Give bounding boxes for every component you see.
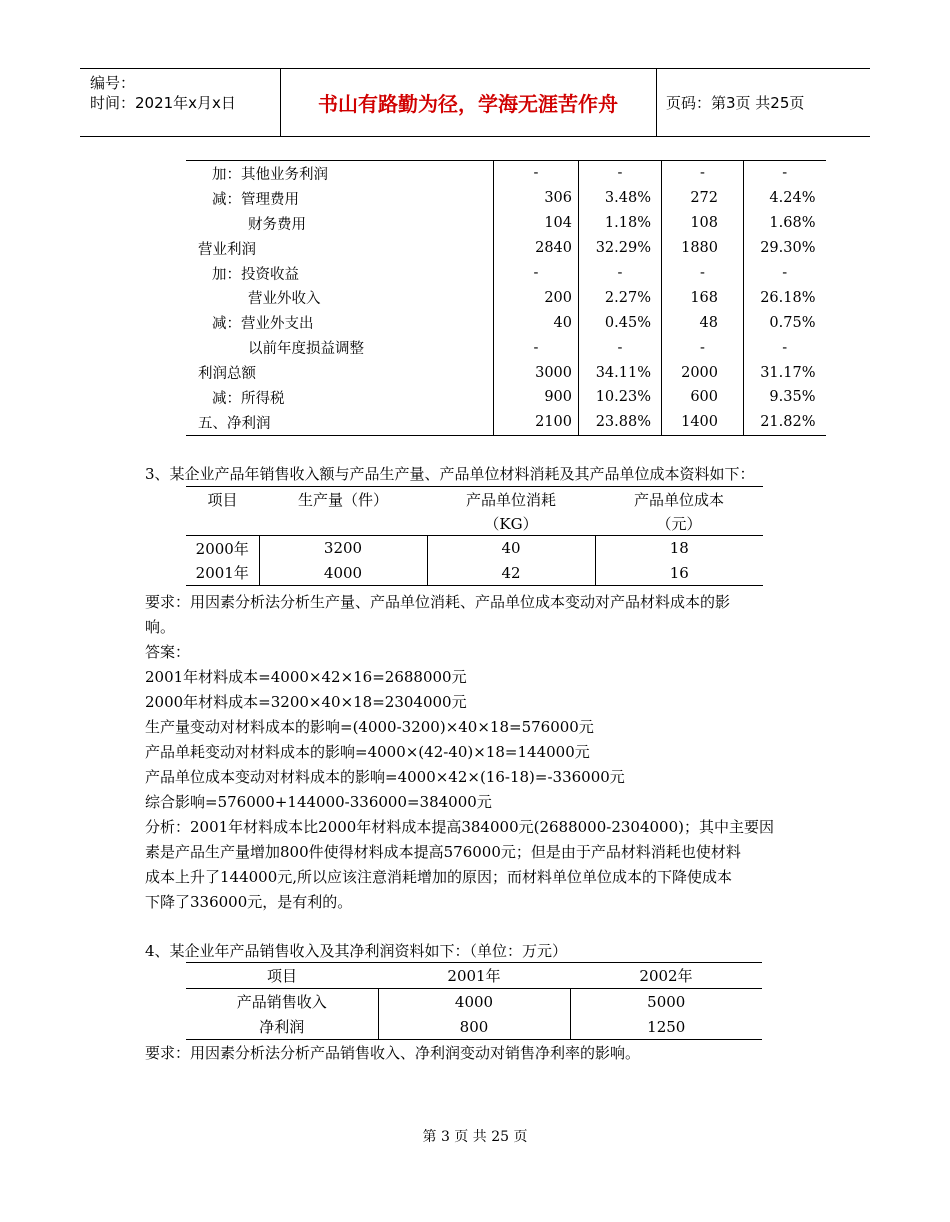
q3-header-consumption-unit: （KG） [427, 512, 595, 536]
header-number-label: 编号： [90, 74, 136, 92]
table-row [186, 1014, 762, 1040]
income-row-label: 减：营业外支出 [212, 316, 314, 333]
q3-row-consumption: 40 [427, 536, 595, 561]
income-row-pct-2001: 2.27% [579, 285, 662, 310]
table-row [186, 161, 826, 186]
income-row-amount-2000: 1880 [662, 236, 744, 261]
income-row-pct-2000: 21.82% [744, 410, 826, 435]
income-row-pct-2000: - [744, 161, 826, 186]
q3-calc-line: 综合影响=576000+144000-336000=384000元 [145, 793, 492, 811]
income-row-label: 加：其他业务利润 [186, 161, 494, 186]
table-row [186, 236, 826, 261]
q3-row-cost: 18 [595, 536, 763, 561]
q4-row-2002: 1250 [570, 1014, 762, 1040]
income-row-amount-2001: 900 [494, 385, 579, 410]
table-row [186, 310, 826, 335]
q3-calc-line: 产品单位成本变动对材料成本的影响=4000×42×(16-18)=-336000元 [145, 768, 625, 786]
income-row-label: 加：投资收益 [212, 266, 299, 283]
q4-table [186, 962, 762, 1040]
q4-header-2001: 2001年 [378, 963, 570, 989]
q4-row-item: 产品销售收入 [236, 993, 327, 1011]
income-statement-table [186, 160, 826, 436]
q4-header-2002: 2002年 [570, 963, 762, 989]
income-row-pct-2000: - [744, 335, 826, 360]
income-row-pct-2001: 34.11% [579, 360, 662, 385]
q3-analysis-line: 成本上升了144000元,所以应该注意消耗增加的原因；而材料单位单位成本的下降使成本 [145, 868, 733, 886]
income-row-amount-2001: 2100 [494, 410, 579, 435]
q3-table [186, 486, 763, 586]
income-row-pct-2001: 0.45% [579, 310, 662, 335]
income-row-amount-2001: 200 [494, 285, 579, 310]
table-row [186, 211, 826, 236]
income-row-pct-2001: 32.29% [579, 236, 662, 261]
income-row-amount-2001: - [494, 335, 579, 360]
q3-row-qty: 4000 [259, 561, 427, 586]
q3-header-consumption: 产品单位消耗 [427, 487, 595, 512]
income-row-amount-2000: 272 [662, 186, 744, 211]
income-row-pct-2001: - [579, 161, 662, 186]
income-row-label: 以前年度损益调整 [248, 341, 364, 358]
income-row-amount-2001: 3000 [494, 360, 579, 385]
q3-analysis-line: 素是产品生产量增加800件使得材料成本提高576000元；但是由于产品材料消耗也使材料 [145, 843, 741, 861]
q3-header-cost-unit: （元） [595, 512, 763, 536]
income-row-pct-2000: 0.75% [744, 310, 826, 335]
income-row-amount-2001: - [494, 161, 579, 186]
q4-header-item: 项目 [186, 963, 378, 989]
header-left-cell [80, 69, 281, 136]
table-row [186, 261, 826, 286]
table-row [186, 410, 826, 435]
q3-header-item: 项目 [186, 487, 259, 512]
income-row-pct-2000: 26.18% [744, 285, 826, 310]
q3-row-year: 2000年 [195, 539, 249, 558]
table-row [186, 536, 763, 561]
income-row-pct-2001: - [579, 335, 662, 360]
table-row [186, 561, 763, 586]
q3-requirement-line2: 响。 [145, 618, 176, 636]
q3-header-qty: 生产量（件） [259, 487, 427, 512]
income-row-amount-2001: 2840 [494, 236, 579, 261]
income-row-amount-2001: 40 [494, 310, 579, 335]
income-row-pct-2001: - [579, 261, 662, 286]
q4-row-2001: 800 [378, 1014, 570, 1040]
income-row-pct-2000: 31.17% [744, 360, 826, 385]
table-row [186, 360, 826, 385]
q3-answer-label: 答案： [145, 643, 191, 661]
q3-calc-line: 2001年材料成本=4000×42×16=2688000元 [145, 668, 467, 686]
income-row-pct-2000: 9.35% [744, 385, 826, 410]
income-row-pct-2000: 4.24% [744, 186, 826, 211]
q3-row-consumption: 42 [427, 561, 595, 586]
income-row-pct-2000: - [744, 261, 826, 286]
q3-row-year: 2001年 [186, 561, 259, 586]
q3-calc-line: 生产量变动对材料成本的影响=(4000-3200)×40×18=576000元 [145, 718, 594, 736]
q4-row-item: 净利润 [186, 1014, 378, 1040]
table-row [186, 385, 826, 410]
page-header [80, 68, 870, 137]
income-row-pct-2000: 29.30% [744, 236, 826, 261]
income-row-label: 营业利润 [198, 241, 256, 258]
q3-calc-line: 产品单耗变动对材料成本的影响=4000×(42-40)×18=144000元 [145, 743, 590, 761]
header-date-label: 时间：2021年x月x日 [90, 94, 236, 112]
q3-requirement-line1: 要求：用因素分析法分析生产量、产品单位消耗、产品单位成本变动对产品材料成本的影 [145, 593, 731, 611]
income-row-pct-2001: 10.23% [579, 385, 662, 410]
income-row-amount-2000: - [662, 161, 744, 186]
income-row-amount-2000: - [662, 335, 744, 360]
income-row-amount-2000: - [662, 261, 744, 286]
income-row-label: 利润总额 [198, 366, 256, 383]
income-row-label: 减：所得税 [212, 390, 285, 407]
q4-title: 4、某企业年产品销售收入及其净利润资料如下：（单位：万元） [145, 942, 568, 960]
income-row-label: 五、净利润 [186, 410, 494, 435]
income-row-amount-2001: 306 [494, 186, 579, 211]
header-motto: 书山有路勤为径，学海无涯苦作舟 [280, 69, 657, 136]
table-row [186, 335, 826, 360]
income-row-amount-2001: 104 [494, 211, 579, 236]
q4-row-2001: 4000 [378, 989, 570, 1015]
page-footer: 第 3 页 共 25 页 [422, 1129, 528, 1145]
income-row-amount-2000: 2000 [662, 360, 744, 385]
income-row-amount-2001: - [494, 261, 579, 286]
income-row-label: 减：管理费用 [212, 191, 299, 208]
table-row [186, 186, 826, 211]
income-row-pct-2001: 1.18% [579, 211, 662, 236]
q3-analysis-line: 下降了336000元，是有利的。 [145, 893, 353, 911]
income-row-label: 财务费用 [248, 216, 306, 233]
income-row-label: 营业外收入 [248, 291, 321, 308]
income-row-amount-2000: 1400 [662, 410, 744, 435]
q3-header-cost: 产品单位成本 [595, 487, 763, 512]
income-row-amount-2000: 108 [662, 211, 744, 236]
income-row-pct-2000: 1.68% [744, 211, 826, 236]
income-row-amount-2000: 600 [662, 385, 744, 410]
table-row [186, 285, 826, 310]
q3-calc-line: 2000年材料成本=3200×40×18=2304000元 [145, 693, 467, 711]
income-row-amount-2000: 168 [662, 285, 744, 310]
q3-row-qty: 3200 [259, 536, 427, 561]
q4-row-2002: 5000 [570, 989, 762, 1015]
header-page-info: 页码：第3页 共25页 [666, 94, 805, 112]
q3-title: 3、某企业产品年销售收入额与产品生产量、产品单位材料消耗及其产品单位成本资料如下： [145, 465, 755, 483]
income-row-pct-2001: 3.48% [579, 186, 662, 211]
q3-analysis-line: 分析：2001年材料成本比2000年材料成本提高384000元(2688000-2304000)；其中主要因 [145, 818, 774, 836]
q3-row-cost: 16 [595, 561, 763, 586]
income-row-pct-2001: 23.88% [579, 410, 662, 435]
income-row-amount-2000: 48 [662, 310, 744, 335]
q4-requirement: 要求：用因素分析法分析产品销售收入、净利润变动对销售净利率的影响。 [145, 1044, 641, 1062]
table-row [186, 989, 762, 1015]
